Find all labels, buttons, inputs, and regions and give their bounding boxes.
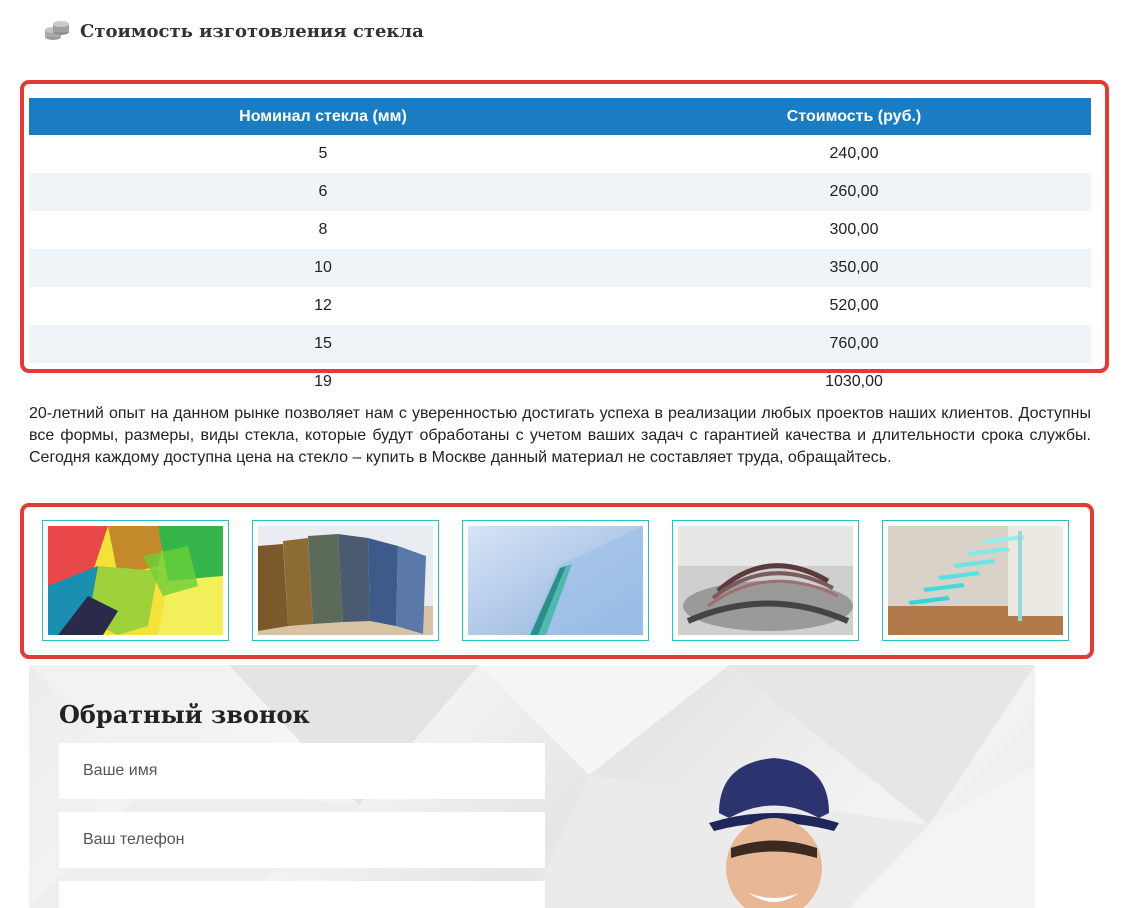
colored-glass-image bbox=[48, 526, 223, 635]
thickness-cell: 8 bbox=[318, 221, 328, 238]
courier-photo bbox=[699, 753, 849, 908]
price-cell: 300,00 bbox=[829, 221, 879, 238]
callback-title: Обратный звонок bbox=[59, 700, 310, 729]
glass-samples-image bbox=[258, 526, 433, 635]
gallery-thumb-colored-glass[interactable] bbox=[42, 520, 229, 641]
price-cell: 350,00 bbox=[617, 249, 1091, 287]
gallery-thumb-glass-staircase[interactable] bbox=[882, 520, 1069, 641]
table-row bbox=[29, 173, 1091, 211]
curved-glass-image bbox=[678, 526, 853, 635]
table-row bbox=[29, 135, 1091, 173]
table-row bbox=[29, 363, 1091, 401]
thickness-cell: 12 bbox=[314, 297, 332, 314]
table-row bbox=[29, 325, 1091, 363]
thickness-cell: 19 bbox=[314, 373, 332, 390]
column-header-thickness: Номинал стекла (мм) bbox=[29, 98, 617, 135]
price-cell: 520,00 bbox=[829, 297, 879, 314]
image-gallery bbox=[42, 520, 1069, 641]
column-header-price: Стоимость (руб.) bbox=[617, 98, 1091, 135]
extra-input[interactable] bbox=[59, 881, 545, 908]
gallery-thumb-curved-glass[interactable] bbox=[672, 520, 859, 641]
thickness-cell: 10 bbox=[29, 249, 617, 287]
price-table bbox=[29, 98, 1091, 401]
glass-edge-image bbox=[468, 526, 643, 635]
price-cell: 760,00 bbox=[617, 325, 1091, 363]
thickness-cell: 5 bbox=[318, 145, 328, 162]
description-text: 20-летний опыт на данном рынке позволяет нам с уверенностью достигать успеха в реализации любых проектов наших клиентов. Доступны все формы, размеры, виды стекла, которые будут обработаны с учетом ваших задач с гарантией качества и длительности срока службы. Сегодня каждому доступна цена на стекло – купить в Москве данный материал не составляет труда, обращайтесь. bbox=[29, 405, 1091, 466]
table-row bbox=[29, 211, 1091, 249]
coins-icon bbox=[44, 20, 70, 42]
table-row bbox=[29, 287, 1091, 325]
section-title: Стоимость изготовления стекла bbox=[80, 20, 424, 42]
price-cell: 240,00 bbox=[829, 145, 879, 162]
gallery-thumb-glass-edge[interactable] bbox=[462, 520, 649, 641]
section-header bbox=[44, 20, 424, 42]
phone-input[interactable] bbox=[59, 812, 545, 868]
callback-section bbox=[29, 665, 1035, 908]
gallery-thumb-glass-samples[interactable] bbox=[252, 520, 439, 641]
price-cell: 260,00 bbox=[617, 173, 1091, 211]
name-input[interactable] bbox=[59, 743, 545, 799]
thickness-cell: 6 bbox=[29, 173, 617, 211]
table-row bbox=[29, 249, 1091, 287]
glass-staircase-image bbox=[888, 526, 1063, 635]
thickness-cell: 15 bbox=[29, 325, 617, 363]
price-cell: 1030,00 bbox=[825, 373, 883, 390]
table-header-row bbox=[29, 98, 1091, 135]
